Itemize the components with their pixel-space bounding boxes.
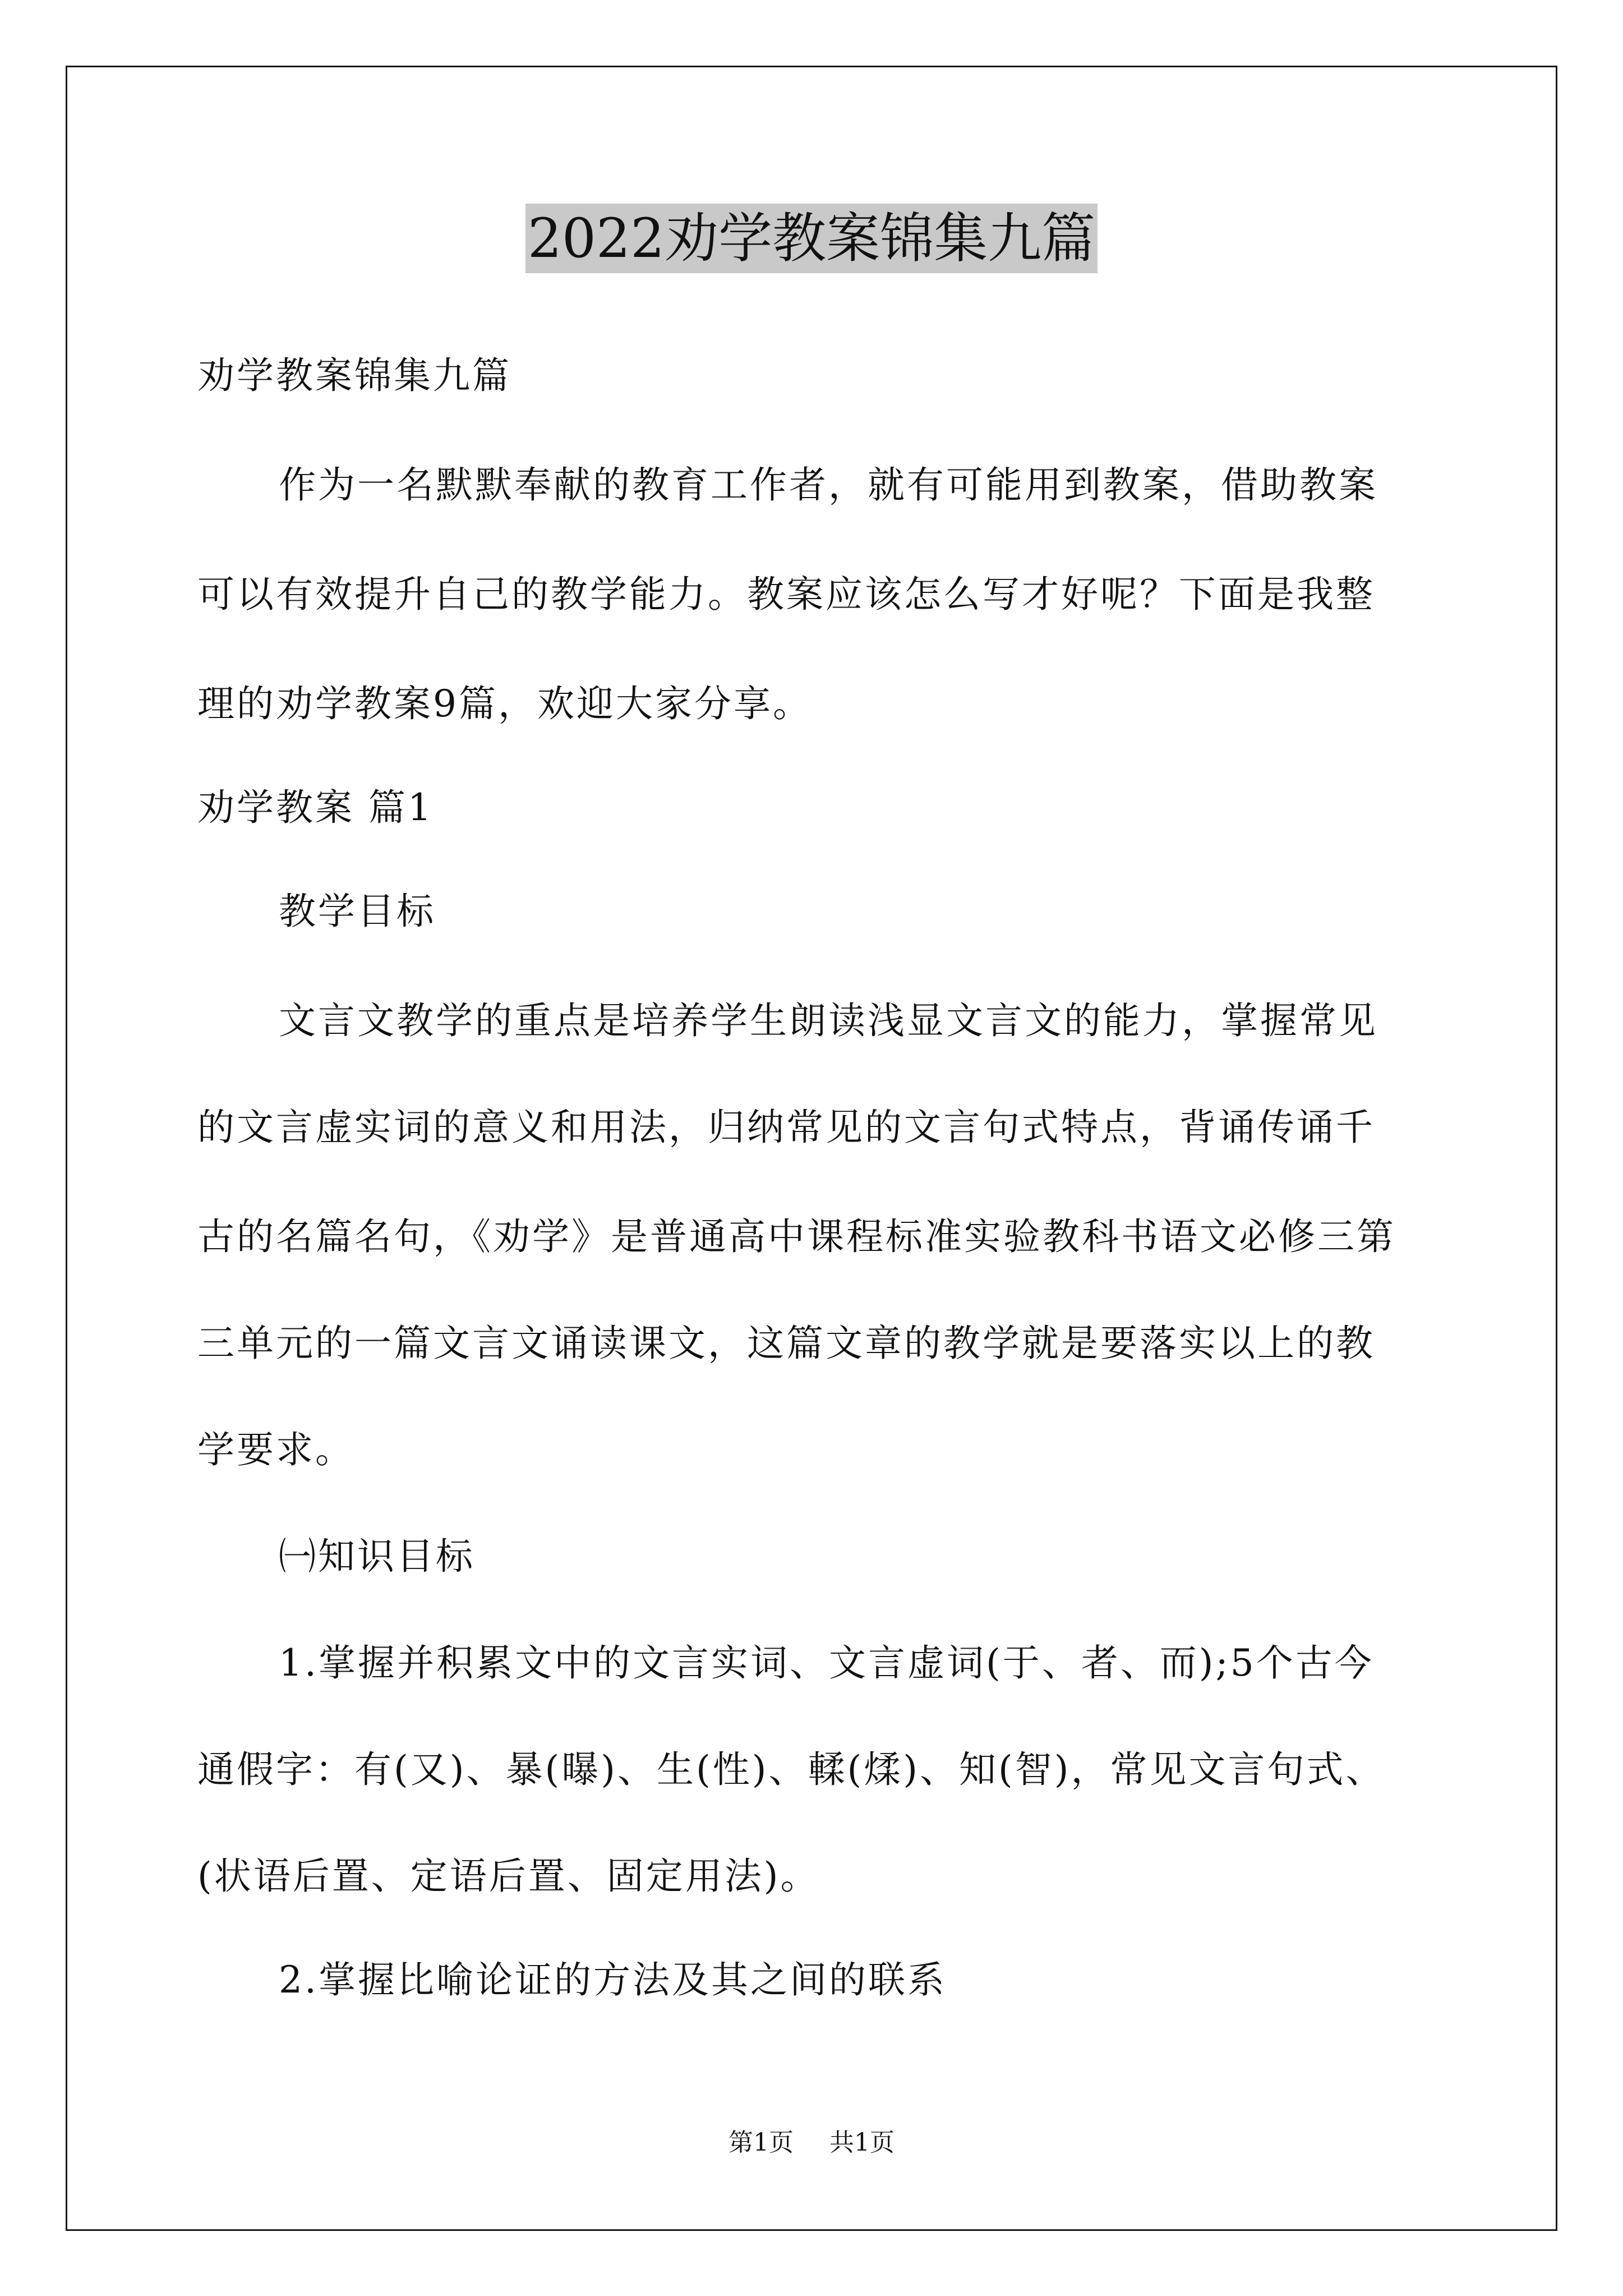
page-total: 共1页 <box>829 2128 895 2157</box>
document-title <box>0 199 1623 278</box>
paragraph-line: 作为一名默默奉献的教育工作者，就有可能用到教案，借助教案 <box>279 463 1378 507</box>
page-number: 第1页 <box>728 2128 794 2157</box>
paragraph-line: 文言文教学的重点是培养学生朗读浅显文言文的能力，掌握常见 <box>279 999 1378 1042</box>
subtitle: 劝学教案锦集九篇 <box>197 354 511 397</box>
section-heading: 劝学教案 篇1 <box>197 786 434 829</box>
paragraph-line: 2.掌握比喻论证的方法及其之间的联系 <box>279 1958 947 2001</box>
subheading: 教学目标 <box>279 890 436 933</box>
paragraph-line: 古的名篇名句，《劝学》是普通高中课程标准实验教科书语文必修三第 <box>197 1215 1396 1258</box>
paragraph-line: 1.掌握并积累文中的文言实词、文言虚词(于、者、而);5个古今 <box>279 1641 1374 1685</box>
paragraph-line: 学要求。 <box>197 1428 354 1471</box>
paragraph-line: 可以有效提升自己的教学能力。教案应该怎么写才好呢？下面是我整 <box>197 573 1375 616</box>
paragraph-line: 理的劝学教案9篇，欢迎大家分享。 <box>197 682 812 725</box>
subheading: ㈠知识目标 <box>279 1535 475 1578</box>
paragraph-line: 通假字：有(又)、暴(曝)、生(性)、輮(煣)、知(智)，常见文言句式、 <box>197 1748 1385 1791</box>
paragraph-line: 的文言虚实词的意义和用法，归纳常见的文言句式特点，背诵传诵千 <box>197 1106 1375 1149</box>
paragraph-line: (状语后置、定语后置、固定用法)。 <box>197 1855 820 1898</box>
document-title-text: 2022劝学教案锦集九篇 <box>525 204 1098 273</box>
page-footer <box>0 2126 1623 2160</box>
paragraph-line: 三单元的一篇文言文诵读课文，这篇文章的教学就是要落实以上的教 <box>197 1322 1375 1365</box>
